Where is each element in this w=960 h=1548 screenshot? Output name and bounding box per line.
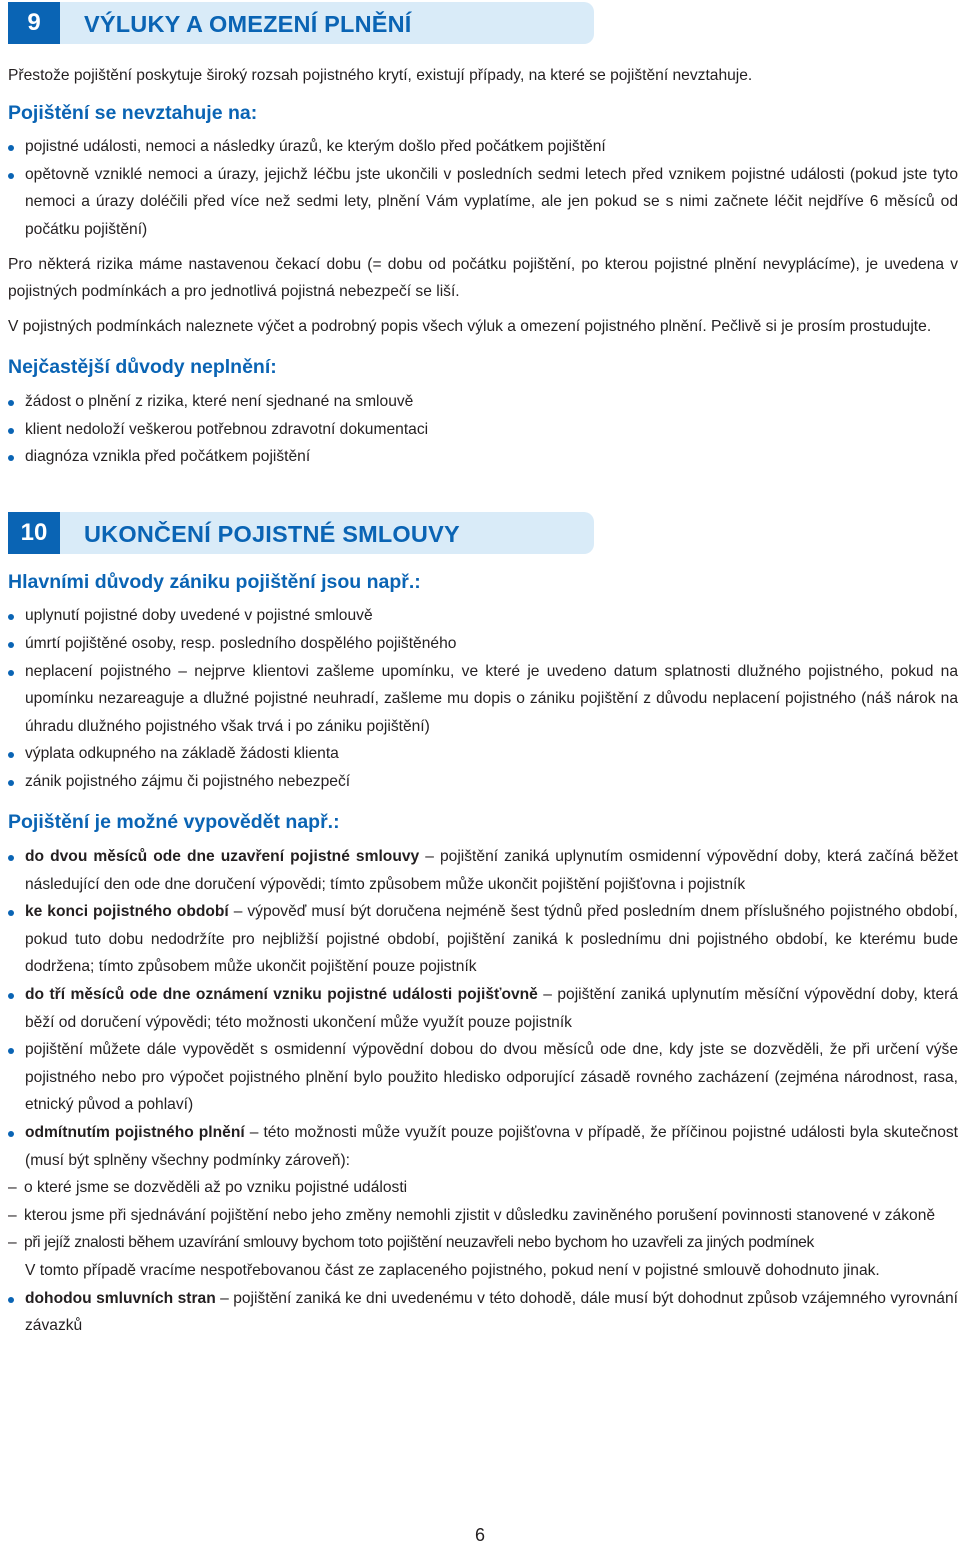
page-number: 6 [474, 1525, 485, 1545]
conditions-text: V pojistných podmínkách naleznete výčet a podrobný popis všech výluk a omezení pojistného plnění. Pečlivě si je prosím prostudujte. [8, 317, 932, 335]
main-reasons-list [8, 602, 958, 795]
main-reasons-heading: Hlavními důvody zániku pojištění jsou např.: [8, 570, 421, 593]
section-10-number: 10 [8, 512, 60, 554]
term-text: – pojištění zaniká uplynutím osmidenní výpovědní doby, která začíná běžet následující den ode dne doručení výpovědi; tímto způsobem může ukončit pojištění pojišťovna i pojistník [25, 848, 958, 893]
list-item: pojistné události, nemoci a následky úrazů, ke kterým došlo před počátkem pojištění [8, 133, 958, 161]
list-item: uplynutí pojistné doby uvedené v pojistné smlouvě [8, 602, 958, 630]
document-page [8, 0, 958, 1340]
term-label: do dvou měsíců ode dne uzavření pojistné smlouvy [25, 848, 420, 866]
list-item: úmrtí pojištěné osoby, resp. posledního dospělého pojištěného [8, 630, 958, 658]
list-item: – o které jsme se dozvěděli až po vzniku pojistné události [8, 1174, 958, 1202]
reasons-heading: Nejčastější důvody neplnění: [8, 356, 277, 379]
section-10-header [8, 510, 958, 555]
list-item: opětovně vzniklé nemoci a úrazy, jejichž léčbu jste ukončili v posledních sedmi letech před vznikem pojistné události (pokud jste tyto nemoci a úrazy doléčili před více než sedmi lety, plnění Vám vyplatíme, ale jen pokud se s nimi začnete léčit nejdříve 6 měsíců od počátku pojištění) [8, 161, 958, 244]
term-text: – pojištění zaniká uplynutím měsíční výpovědní doby, která běží od doručení výpovědi; této možnosti ukončení může využít pouze pojistník [25, 986, 958, 1031]
term-label: do tří měsíců ode dne oznámení vzniku pojistné události pojišťovně [25, 986, 538, 1004]
section-9-number: 9 [8, 2, 60, 44]
list-item: zánik pojistného zájmu či pojistného nebezpečí [8, 768, 958, 796]
list-item [8, 898, 958, 981]
list-item [8, 1036, 958, 1119]
list-item [8, 1285, 958, 1340]
list-item [8, 981, 958, 1036]
refusal-conditions-list [8, 1174, 958, 1257]
termination-list [8, 843, 958, 1340]
section-9-intro: Přestože pojištění poskytuje široký rozsah pojistného krytí, existují případy, na které se pojištění nevztahuje. [8, 67, 753, 84]
section-9-title: VÝLUKY A OMEZENÍ PLNĚNÍ [84, 11, 412, 37]
termination-heading: Pojištění je možné vypovědět např.: [8, 811, 340, 834]
term-label: odmítnutím pojistného plnění [25, 1124, 245, 1141]
list-item [8, 1119, 958, 1285]
list-item: neplacení pojistného – nejprve klientovi zašleme upomínku, ve které je uvedeno datum splatnosti dlužného pojistného, pokud na upomínku nezareaguje a dlužné pojistné neuhradí, zašleme mu dopis o zániku pojištění z důvodu neplacení pojistného (náš nárok na úhradu dlužného pojistného však trvá i po zániku pojištění) [8, 658, 958, 741]
section-9-header [8, 0, 958, 45]
list-item: – kterou jsme při sjednávání pojištění nebo jeho změny nemohli zjistit v důsledku zaviněného porušení povinnosti stanovené v zákoně [8, 1202, 958, 1230]
refusal-note: V tomto případě vracíme nespotřebovanou část ze zaplaceného pojistného, pokud není v pojistné smlouvě dohodnuto jinak. [25, 1261, 880, 1279]
reasons-list [8, 388, 958, 471]
list-item: klient nedoloží veškerou potřebnou zdravotní dokumentaci [8, 416, 958, 444]
list-item: diagnóza vznikla před počátkem pojištění [8, 443, 958, 471]
term-label: ke konci pojistného období [25, 903, 229, 921]
section-10-title: UKONČENÍ POJISTNÉ SMLOUVY [84, 520, 460, 547]
list-item: – při jejíž znalosti během uzavírání smlouvy bychom toto pojištění neuzavřeli nebo bychom ho uzavřeli za jiných podmínek [8, 1229, 958, 1257]
term-text: – výpověď musí být doručena nejméně šest týdnů před posledním dnem příslušného pojistného období, pokud tuto dobu nedodržíte pro nejbližší pojistné období, pojištění zaniká k poslednímu dni pojistného období, ke kterému bude dodržena; tímto způsobem může ukončit pojištění pouze pojistník [25, 903, 959, 976]
term-label: dohodou smluvních stran [25, 1289, 216, 1307]
term-text: – pojištění zaniká ke dni uvedenému v této dohodě, dále musí být dohodnut způsob vzájemného vyrovnání závazků [25, 1289, 958, 1335]
waiting-period-text: Pro některá rizika máme nastavenou čekací dobu (= dobu od počátku pojištění, po kterou pojistné plnění nevyplácíme), je uvedena v pojistných podmínkách a pro jednotlivá pojistná nebezpečí se liší. [8, 255, 958, 301]
not-covered-heading: Pojištění se nevztahuje na: [8, 101, 258, 124]
list-item: výplata odkupného na základě žádosti klienta [8, 740, 958, 768]
list-item [8, 843, 958, 898]
list-item: žádost o plnění z rizika, které není sjednané na smlouvě [8, 388, 958, 416]
term-text: pojištění můžete dále vypovědět s osmidenní výpovědní dobou do dvou měsíců ode dne, kdy jste se dozvěděli, že při určení výše pojistného nebo pro výpočet pojistného plnění bylo použito hledisko odporující zásadě rovného zacházení (zejména národnost, rasa, etnický původ a pohlaví) [25, 1041, 958, 1114]
term-text: – této možnosti může využít pouze pojišťovna v případě, že příčinou pojistné události byla skutečnost (musí být splněny všechny podmínky zároveň): [25, 1124, 958, 1169]
not-covered-list [8, 133, 958, 243]
